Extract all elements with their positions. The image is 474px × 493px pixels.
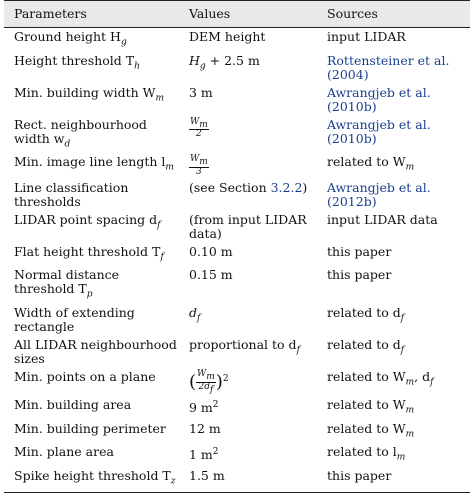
value-cell: [179, 336, 317, 368]
value-cell: [179, 304, 317, 336]
table-row: [4, 243, 470, 267]
param-text: Min. image line length l: [14, 154, 166, 169]
param-text: Spike height threshold T: [14, 467, 171, 483]
header-parameters: Parameters: [4, 1, 179, 28]
value-subscript: f: [197, 313, 201, 324]
param-text: Flat height threshold T: [14, 243, 161, 259]
source-subscript: f: [400, 345, 405, 356]
denominator-text: 3: [196, 166, 202, 177]
value-cell: [179, 52, 317, 84]
param-text: All LIDAR neighbourhood sizes: [14, 336, 177, 366]
value-suffix: + 2.5 m: [205, 52, 260, 68]
citation-link[interactable]: Awrangjeb et al. (2010b): [327, 84, 431, 114]
source-suffix: , d: [414, 368, 431, 384]
source-subscript: m: [405, 429, 415, 440]
source-text: this paper: [327, 467, 392, 483]
value-cell: [179, 243, 317, 267]
value-text: 0.10 m: [189, 243, 233, 259]
source-text: related to d: [327, 336, 401, 352]
fraction: [189, 155, 209, 177]
value-text: (from input LIDAR data): [189, 211, 307, 241]
param-text: Normal distance threshold T: [14, 267, 120, 297]
param-subscript: d: [64, 139, 71, 149]
value-cell: [179, 179, 317, 211]
param-subscript: z: [170, 476, 176, 487]
denominator-text: 2d: [198, 381, 211, 392]
source-cell: [317, 396, 470, 420]
source-text: related to W: [327, 154, 406, 169]
table-row: [4, 116, 470, 154]
value-cell: [179, 396, 317, 420]
param-text: Height threshold T: [14, 52, 135, 68]
value-subscript: f: [296, 345, 300, 356]
source-cell: [317, 336, 470, 368]
exponent: 2: [222, 373, 229, 384]
source-cell: [317, 179, 470, 211]
table-row: [4, 266, 470, 304]
param-cell: [4, 84, 179, 116]
source-text: related to W: [327, 397, 406, 413]
param-text: Width of extending rectangle: [14, 304, 135, 334]
numerator-text: W: [197, 368, 207, 379]
source-subscript: m: [396, 452, 406, 463]
fraction-denominator: [196, 383, 216, 395]
value-suffix: ): [302, 179, 308, 195]
table-row: [4, 368, 470, 397]
source-cell: [317, 266, 470, 304]
param-subscript: f: [160, 252, 164, 263]
table-row: [4, 211, 470, 243]
table-body: [4, 28, 470, 493]
numerator-subscript: m: [206, 371, 215, 382]
table-row: [4, 52, 470, 84]
source-cell: [317, 84, 470, 116]
source-text: input LIDAR data: [327, 211, 438, 227]
table-row: [4, 467, 470, 493]
source-text: this paper: [327, 243, 392, 259]
param-subscript: m: [155, 93, 165, 103]
numerator-text: W: [190, 116, 200, 127]
source-text: related to d: [327, 304, 401, 320]
param-cell: [4, 116, 179, 154]
value-cell: [179, 443, 317, 467]
source-subscript: m: [405, 162, 415, 173]
param-text: Min. building area: [14, 397, 132, 413]
param-subscript: p: [86, 289, 93, 300]
table-row: [4, 420, 470, 444]
param-cell: [4, 443, 179, 467]
value-cell: [179, 28, 317, 52]
close-paren: ): [215, 371, 223, 393]
value-text: d: [189, 304, 198, 320]
value-superscript: 2: [212, 400, 219, 411]
source-cell: [317, 243, 470, 267]
param-cell: [4, 28, 179, 52]
param-subscript: m: [165, 162, 174, 173]
param-text: Ground height H: [14, 29, 121, 44]
header-values: Values: [179, 1, 317, 28]
value-cell: [179, 420, 317, 444]
source-subscript: m: [405, 377, 415, 388]
source-cell: [317, 116, 470, 154]
value-fraction: [189, 368, 229, 395]
value-text: 0.15 m: [189, 267, 233, 283]
param-cell: [4, 153, 179, 179]
value-text: H: [189, 52, 200, 68]
value-cell: [179, 116, 317, 154]
source-text: this paper: [327, 267, 392, 283]
source-suffix-subscript: f: [430, 377, 434, 388]
value-text: 12 m: [189, 420, 221, 436]
table-row: [4, 304, 470, 336]
fraction: [196, 370, 216, 395]
value-cell: [179, 211, 317, 243]
param-text: Rect. neighbourhood width w: [14, 116, 147, 146]
value-cell: [179, 467, 317, 493]
header-sources: Sources: [317, 1, 470, 28]
source-text: related to W: [327, 420, 406, 436]
fraction-denominator: [189, 168, 209, 177]
param-cell: [4, 243, 179, 267]
fraction-denominator: [189, 130, 209, 139]
value-cell: [179, 84, 317, 116]
param-cell: [4, 368, 179, 397]
citation-link[interactable]: Rottensteiner et al. (2004): [327, 52, 450, 82]
source-text: related to W: [327, 368, 406, 384]
param-cell: [4, 420, 179, 444]
value-text: 1.5 m: [189, 467, 225, 483]
value-text: 9 m: [189, 400, 213, 416]
source-cell: [317, 420, 470, 444]
source-text: related to l: [327, 444, 397, 460]
param-cell: [4, 211, 179, 243]
table-row: [4, 84, 470, 116]
value-fraction: [189, 154, 209, 177]
value-cell: [179, 153, 317, 179]
section-link[interactable]: 3.2.2: [270, 179, 303, 195]
source-cell: [317, 52, 470, 84]
value-text: 1 m: [189, 447, 213, 463]
param-text: Line classification thresholds: [14, 179, 129, 209]
denominator-text: 2: [196, 129, 202, 140]
param-cell: [4, 266, 179, 304]
value-text: DEM height: [189, 29, 266, 44]
param-text: Min. building perimeter: [14, 420, 166, 436]
param-cell: [4, 396, 179, 420]
source-text: input LIDAR: [327, 29, 406, 44]
value-fraction: [189, 116, 209, 140]
param-text: Min. building width W: [14, 84, 156, 100]
numerator-subscript: m: [199, 119, 208, 130]
source-cell: [317, 443, 470, 467]
param-cell: [4, 52, 179, 84]
source-cell: [317, 28, 470, 52]
source-subscript: f: [400, 313, 405, 324]
source-cell: [317, 467, 470, 493]
table-header-row: [4, 1, 470, 28]
citation-link[interactable]: Awrangjeb et al. (2012b): [327, 179, 431, 209]
value-text: 3 m: [189, 84, 213, 100]
param-subscript: h: [134, 61, 140, 71]
value-subscript: g: [199, 61, 206, 71]
fraction: [189, 118, 209, 140]
table-row: [4, 396, 470, 420]
param-cell: [4, 467, 179, 493]
param-cell: [4, 336, 179, 368]
table-row: [4, 28, 470, 52]
parameters-table: [4, 0, 470, 493]
numerator-text: W: [190, 154, 200, 164]
table-row: [4, 336, 470, 368]
param-cell: [4, 179, 179, 211]
value-text: proportional to d: [189, 336, 297, 352]
table-row: [4, 179, 470, 211]
numerator-subscript: m: [199, 156, 208, 167]
param-text: Min. points on a plane: [14, 368, 156, 384]
table-row: [4, 153, 470, 179]
denominator-subscript: f: [210, 384, 214, 395]
source-cell: [317, 304, 470, 336]
open-paren: (: [189, 371, 197, 393]
value-cell: [179, 368, 317, 397]
table-row: [4, 443, 470, 467]
source-cell: [317, 368, 470, 397]
source-subscript: m: [405, 405, 415, 416]
value-superscript: 2: [212, 447, 219, 458]
param-text: LIDAR point spacing d: [14, 211, 158, 227]
param-cell: [4, 304, 179, 336]
param-text: Min. plane area: [14, 444, 114, 460]
param-subscript: g: [120, 37, 127, 48]
param-subscript: f: [157, 220, 161, 231]
value-cell: [179, 266, 317, 304]
source-cell: [317, 211, 470, 243]
citation-link[interactable]: Awrangjeb et al. (2010b): [327, 116, 431, 146]
source-cell: [317, 153, 470, 179]
value-text: (see Section: [189, 179, 271, 195]
